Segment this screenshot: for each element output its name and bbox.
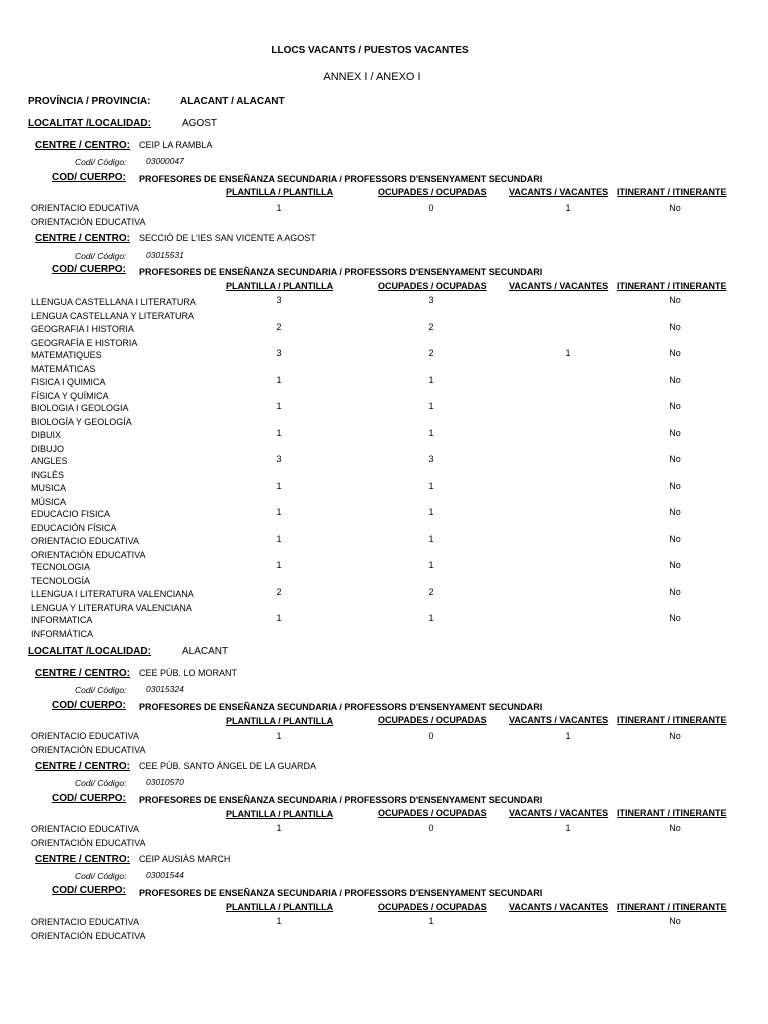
centre-name: CEE PÚB. LO MORANT [139, 668, 238, 678]
row-name-val: LLENGUA CASTELLANA I LITERATURA [31, 297, 196, 307]
row-name-val: ORIENTACIO EDUCATIVA [31, 731, 140, 741]
centre-label: CENTRE / CENTRO: [35, 761, 130, 772]
row-name-es: LENGUA Y LITERATURA VALENCIANA [31, 603, 192, 613]
row-ocupades: 1 [428, 560, 434, 570]
row-vacants: 1 [565, 731, 571, 741]
centre-label: CENTRE / CENTRO: [35, 233, 130, 244]
row-name-val: ORIENTACIO EDUCATIVA [31, 917, 140, 927]
row-ocupades: 3 [428, 295, 434, 305]
centre-label: CENTRE / CENTRO: [35, 668, 130, 679]
row-itinerant: No [669, 348, 681, 358]
codigo-label: Codi/ Código: [75, 871, 127, 881]
centre-label: CENTRE / CENTRO: [35, 140, 130, 151]
row-ocupades: 1 [428, 401, 434, 411]
localitat-label: LOCALITAT /LOCALIDAD: [28, 646, 151, 657]
row-plantilla: 3 [276, 295, 282, 305]
row-itinerant: No [669, 823, 681, 833]
row-ocupades: 0 [428, 823, 434, 833]
centre-code: 03010570 [146, 777, 184, 787]
row-vacants: 1 [565, 203, 571, 213]
col-header-ocupades: OCUPADES / OCUPADAS [378, 715, 487, 725]
centre-code: 03001544 [146, 870, 184, 880]
row-plantilla: 1 [276, 916, 282, 926]
row-ocupades: 2 [428, 322, 434, 332]
row-name-es: ORIENTACIÓN EDUCATIVA [31, 550, 146, 560]
row-name-es: INGLÉS [31, 470, 65, 480]
row-name-val: ORIENTACIO EDUCATIVA [31, 536, 140, 546]
cuerpo-label: COD/ CUERPO: [52, 793, 126, 804]
row-plantilla: 1 [276, 481, 282, 491]
row-plantilla: 1 [276, 203, 282, 213]
row-name-val: DIBUIX [31, 430, 62, 440]
col-header-vacants: VACANTS / VACANTES [509, 281, 609, 291]
row-ocupades: 1 [428, 375, 434, 385]
row-name-es: FÍSICA Y QUÍMICA [31, 391, 109, 401]
codigo-label: Codi/ Código: [75, 157, 127, 167]
row-plantilla: 1 [276, 560, 282, 570]
row-itinerant: No [669, 613, 681, 623]
row-ocupades: 1 [428, 534, 434, 544]
centre-name: CEIP AUSIÀS MARCH [139, 854, 231, 864]
cuerpo-value: PROFESORES DE ENSEÑANZA SECUNDARIA / PROFESSORS D'ENSENYAMENT SECUNDARI [139, 888, 543, 898]
col-header-vacants: VACANTS / VACANTES [509, 715, 609, 725]
row-itinerant: No [669, 203, 681, 213]
row-name-val: TECNOLOGIA [31, 562, 91, 572]
centre-name: CEE PÚB. SANTO ÁNGEL DE LA GUARDA [139, 761, 317, 771]
row-plantilla: 2 [276, 587, 282, 597]
col-header-plantilla: PLANTILLA / PLANTILLA [226, 902, 334, 912]
col-header-ocupades: OCUPADES / OCUPADAS [378, 187, 487, 197]
row-itinerant: No [669, 534, 681, 544]
row-name-es: LENGUA CASTELLANA Y LITERATURA [31, 311, 195, 321]
row-itinerant: No [669, 295, 681, 305]
row-name-val: FISICA I QUIMICA [31, 377, 106, 387]
row-plantilla: 1 [276, 375, 282, 385]
row-itinerant: No [669, 731, 681, 741]
row-vacants: 1 [565, 823, 571, 833]
centre-name: CEIP LA RAMBLA [139, 140, 213, 150]
row-plantilla: 1 [276, 823, 282, 833]
col-header-ocupades: OCUPADES / OCUPADAS [378, 902, 487, 912]
cuerpo-value: PROFESORES DE ENSEÑANZA SECUNDARIA / PROFESSORS D'ENSENYAMENT SECUNDARI [139, 267, 543, 277]
row-itinerant: No [669, 428, 681, 438]
row-itinerant: No [669, 560, 681, 570]
row-name-val: EDUCACIO FISICA [31, 509, 111, 519]
row-name-es: MATEMÁTICAS [31, 364, 96, 374]
col-header-itinerant: ITINERANT / ITINERANTE [617, 715, 727, 725]
codigo-label: Codi/ Código: [75, 685, 127, 695]
row-name-es: ORIENTACIÓN EDUCATIVA [31, 217, 146, 227]
cuerpo-value: PROFESORES DE ENSEÑANZA SECUNDARIA / PROFESSORS D'ENSENYAMENT SECUNDARI [139, 174, 543, 184]
col-header-vacants: VACANTS / VACANTES [509, 187, 609, 197]
centre-code: 03015324 [146, 684, 184, 694]
row-name-es: ORIENTACIÓN EDUCATIVA [31, 838, 146, 848]
annex-heading: ANNEX I / ANEXO I [323, 71, 421, 83]
row-name-es: BIOLOGÍA Y GEOLOGÍA [31, 417, 132, 427]
row-plantilla: 1 [276, 534, 282, 544]
col-header-vacants: VACANTS / VACANTES [509, 902, 609, 912]
row-itinerant: No [669, 507, 681, 517]
row-plantilla: 1 [276, 428, 282, 438]
row-itinerant: No [669, 322, 681, 332]
cuerpo-value: PROFESORES DE ENSEÑANZA SECUNDARIA / PROFESSORS D'ENSENYAMENT SECUNDARI [139, 702, 543, 712]
row-name-es: TECNOLOGÍA [31, 576, 91, 586]
row-itinerant: No [669, 481, 681, 491]
row-name-es: ORIENTACIÓN EDUCATIVA [31, 931, 146, 941]
centre-code: 03000047 [146, 156, 184, 166]
row-ocupades: 1 [428, 481, 434, 491]
cuerpo-value: PROFESORES DE ENSEÑANZA SECUNDARIA / PROFESSORS D'ENSENYAMENT SECUNDARI [139, 795, 543, 805]
row-ocupades: 1 [428, 507, 434, 517]
row-plantilla: 2 [276, 322, 282, 332]
col-header-vacants: VACANTS / VACANTES [509, 808, 609, 818]
row-itinerant: No [669, 587, 681, 597]
row-name-val: INFORMATICA [31, 615, 93, 625]
row-ocupades: 0 [428, 731, 434, 741]
row-itinerant: No [669, 916, 681, 926]
cuerpo-label: COD/ CUERPO: [52, 172, 126, 183]
codigo-label: Codi/ Código: [75, 778, 127, 788]
row-itinerant: No [669, 454, 681, 464]
row-name-es: INFORMÁTICA [31, 629, 93, 639]
col-header-plantilla: PLANTILLA / PLANTILLA [226, 281, 334, 291]
row-name-es: GEOGRAFÍA E HISTORIA [31, 338, 138, 348]
row-name-es: ORIENTACIÓN EDUCATIVA [31, 745, 146, 755]
row-ocupades: 1 [428, 916, 434, 926]
provincia-label: PROVÍNCIA / PROVINCIA: [28, 96, 151, 107]
centre-code: 03015531 [146, 250, 184, 260]
cuerpo-label: COD/ CUERPO: [52, 700, 126, 711]
row-name-es: DIBUJO [31, 444, 65, 454]
row-name-val: MUSICA [31, 483, 67, 493]
row-name-es: MÚSICA [31, 497, 67, 507]
row-name-es: EDUCACIÓN FÍSICA [31, 523, 117, 533]
document-title: LLOCS VACANTS / PUESTOS VACANTES [271, 45, 469, 56]
col-header-plantilla: PLANTILLA / PLANTILLA [226, 187, 334, 197]
row-ocupades: 2 [428, 348, 434, 358]
cuerpo-label: COD/ CUERPO: [52, 885, 126, 896]
col-header-plantilla: PLANTILLA / PLANTILLA [226, 716, 334, 726]
row-name-val: LLENGUA I LITERATURA VALENCIANA [31, 589, 194, 599]
row-name-val: BIOLOGIA I GEOLOGIA [31, 403, 129, 413]
col-header-itinerant: ITINERANT / ITINERANTE [617, 808, 727, 818]
provincia-value: ALACANT / ALACANT [180, 96, 285, 107]
col-header-itinerant: ITINERANT / ITINERANTE [617, 902, 727, 912]
row-name-val: ANGLES [31, 456, 68, 466]
row-name-val: MATEMATIQUES [31, 350, 102, 360]
row-plantilla: 3 [276, 454, 282, 464]
row-ocupades: 0 [428, 203, 434, 213]
cuerpo-label: COD/ CUERPO: [52, 264, 126, 275]
centre-label: CENTRE / CENTRO: [35, 854, 130, 865]
row-ocupades: 1 [428, 428, 434, 438]
localitat-value: AGOST [182, 118, 218, 129]
row-itinerant: No [669, 401, 681, 411]
row-ocupades: 3 [428, 454, 434, 464]
col-header-ocupades: OCUPADES / OCUPADAS [378, 808, 487, 818]
row-vacants: 1 [565, 348, 571, 358]
localitat-value: ALACANT [182, 646, 229, 657]
col-header-itinerant: ITINERANT / ITINERANTE [617, 281, 727, 291]
row-ocupades: 1 [428, 613, 434, 623]
row-plantilla: 1 [276, 401, 282, 411]
row-plantilla: 3 [276, 348, 282, 358]
row-plantilla: 1 [276, 613, 282, 623]
centre-name: SECCIÓ DE L'IES SAN VICENTE A AGOST [139, 233, 316, 243]
localitat-label: LOCALITAT /LOCALIDAD: [28, 118, 151, 129]
row-name-val: GEOGRAFIA I HISTORIA [31, 324, 134, 334]
row-name-val: ORIENTACIO EDUCATIVA [31, 203, 140, 213]
col-header-itinerant: ITINERANT / ITINERANTE [617, 187, 727, 197]
row-plantilla: 1 [276, 731, 282, 741]
row-ocupades: 2 [428, 587, 434, 597]
col-header-ocupades: OCUPADES / OCUPADAS [378, 281, 487, 291]
row-itinerant: No [669, 375, 681, 385]
codigo-label: Codi/ Código: [75, 251, 127, 261]
row-plantilla: 1 [276, 507, 282, 517]
col-header-plantilla: PLANTILLA / PLANTILLA [226, 809, 334, 819]
row-name-val: ORIENTACIO EDUCATIVA [31, 824, 140, 834]
